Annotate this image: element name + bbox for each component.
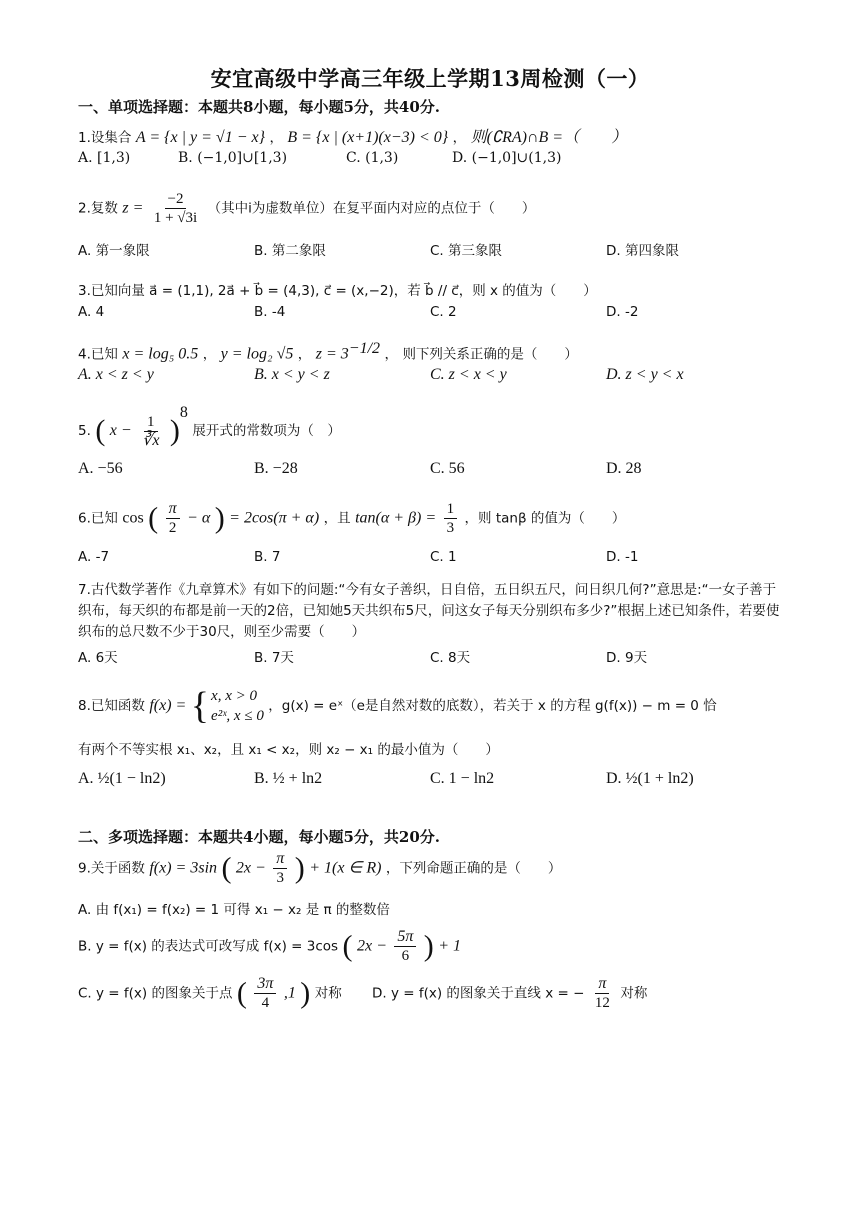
section-heading-single-choice: 一、单项选择题：本题共8小题，每小题5分，共40分. — [78, 98, 440, 116]
q3-option-b: B. -4 — [254, 304, 286, 320]
q8-option-a: A. ½(1 − ln2) — [78, 770, 166, 787]
q3-option-c: C. 2 — [430, 304, 457, 320]
q3-option-d: D. -2 — [606, 304, 639, 320]
q6-option-c: C. 1 — [430, 549, 457, 565]
question-1: 1.设集合 A = {x | y = √1 − x} ， B = {x | (x+1)(x−3) < 0} ， 则(∁RA)∩B =（ ） — [78, 129, 628, 146]
question-7: 7.古代数学著作《九章算术》有如下的问题:“今有女子善织，日自倍，五日织五尺，问日织几何?”意思是:“一女子善于织布，每天织的布都是前一天的2倍，已知她5天共织布5尺，问这女子每天分别织布多少?”根据上述已知条件，若要使织布的总尺数不少于30尺，则至少需要（ ） — [78, 582, 780, 640]
question-8: 8.已知函数 f(x) = { x, x > 0 e²ˣ, x ≤ 0 ，g(x) = eˣ（e是自然对数的底数），若关于 x 的方程 g(f(x)) − m = 0 恰 — [78, 685, 717, 727]
question-4: 4.已知 x = log₅ 0.5 ， y = log₂ √5 ， $z = 3^{-1/2}$ ， 则下列关系正确的是（ ） — [78, 340, 578, 363]
q9-option-b: B. y = f(x) 的表达式可改写成 f(x) = 3cos ( 2x − $\frac{5\pi}{6}$ ) + 1 — [78, 928, 462, 964]
q2-option-c: C. 第三象限 — [430, 243, 503, 259]
question-8-line-2: 有两个不等实根 x₁、x₂，且 x₁ < x₂，则 x₂ − x₁ 的最小值为（ ） — [78, 742, 499, 758]
q3-option-a: A. 4 — [78, 304, 105, 320]
q5-option-c: C. 56 — [430, 460, 465, 477]
page-title: 安宜高级中学高三年级上学期13周检测（一） — [210, 66, 650, 91]
q9c-fraction: $\frac{3\pi}{4}$ — [254, 975, 276, 1012]
q7-option-d: D. 9天 — [606, 650, 648, 666]
q7-option-b: B. 7天 — [254, 650, 294, 666]
question-5: 5. ( x − $\frac{1}{∛x}$ )$^8$ 展开式的常数项为（ ） — [78, 404, 341, 449]
question-9: 9.关于函数 f(x) = 3sin ( 2x − $\frac{\pi}{3}$ ) + 1(x ∈ R) ，下列命题正确的是（ ） — [78, 850, 562, 886]
q4-option-a: A. x < z < y — [78, 366, 154, 383]
q9-pi-over-3: $\frac{\pi}{3}$ — [273, 850, 287, 887]
q6-one-third: $\frac{1}{3}$ — [444, 500, 458, 537]
q1-option-a: A. [1,3) — [78, 150, 131, 166]
q6-option-b: B. 7 — [254, 549, 281, 565]
q7-option-a: A. 6天 — [78, 650, 118, 666]
section-heading-multi-choice: 二、多项选择题：本题共4小题，每小题5分，共20分. — [78, 828, 440, 846]
q8-piecewise: { x, x > 0 e²ˣ, x ≤ 0 — [190, 685, 264, 727]
question-2: 2.复数 z = $\frac{-2}{1 + √3i}$ （其中i为虚数单位）在复平面内对应的点位于（ ） — [78, 191, 536, 226]
question-6: 6.已知 cos ( $\frac{\pi}{2}$ − α ) = 2cos(π + α) ，且 tan(α + β) = $\frac{1}{3}$ ，则 tanβ 的值为（ ） — [78, 500, 626, 536]
q1-option-d: D. (−1,0]∪(1,3) — [452, 150, 562, 166]
q6-option-a: A. -7 — [78, 549, 110, 565]
q1-option-c: C. (1,3) — [346, 150, 399, 166]
q2-option-a: A. 第一象限 — [78, 243, 150, 259]
q2-fraction: $\frac{-2}{1 + √3i}$ — [153, 191, 198, 226]
q8-option-d: D. ½(1 + ln2) — [606, 770, 694, 787]
q9-option-d: D. y = f(x) 的图象关于直线 x = − $\frac{\pi}{12}$ 对称 — [372, 975, 648, 1011]
q5-option-b: B. −28 — [254, 460, 298, 477]
q9-option-a: A. 由 f(x₁) = f(x₂) = 1 可得 x₁ − x₂ 是 π 的整数倍 — [78, 902, 390, 918]
q1-option-b: B. (−1,0]∪[1,3) — [178, 150, 288, 166]
q5-option-d: D. 28 — [606, 460, 642, 477]
q9b-fraction: $\frac{5\pi}{6}$ — [394, 928, 416, 965]
question-3: 3.已知向量 a⃗ = (1,1), 2a⃗ + b⃗ = (4,3), c⃗ = (x,−2)，若 b⃗ // c⃗，则 x 的值为（ ） — [78, 283, 597, 299]
q9d-fraction: $\frac{\pi}{12}$ — [594, 975, 610, 1011]
q5-fraction: $\frac{1}{∛x}$ — [142, 413, 160, 449]
q6-option-d: D. -1 — [606, 549, 639, 565]
q5-option-a: A. −56 — [78, 460, 123, 477]
q4-option-d: D. z < y < x — [606, 366, 684, 383]
q8-option-b: B. ½ + ln2 — [254, 770, 323, 787]
q7-option-c: C. 8天 — [430, 650, 471, 666]
q4-option-c: C. z < x < y — [430, 366, 507, 383]
q6-pi-over-2: $\frac{\pi}{2}$ — [166, 500, 180, 537]
q8-option-c: C. 1 − ln2 — [430, 770, 495, 787]
q2-option-b: B. 第二象限 — [254, 243, 326, 259]
q2-option-d: D. 第四象限 — [606, 243, 679, 259]
q9-option-c: C. y = f(x) 的图象关于点 ( $\frac{3\pi}{4}$ ,1 ) 对称 — [78, 975, 342, 1011]
q4-option-b: B. x < y < z — [254, 366, 330, 383]
